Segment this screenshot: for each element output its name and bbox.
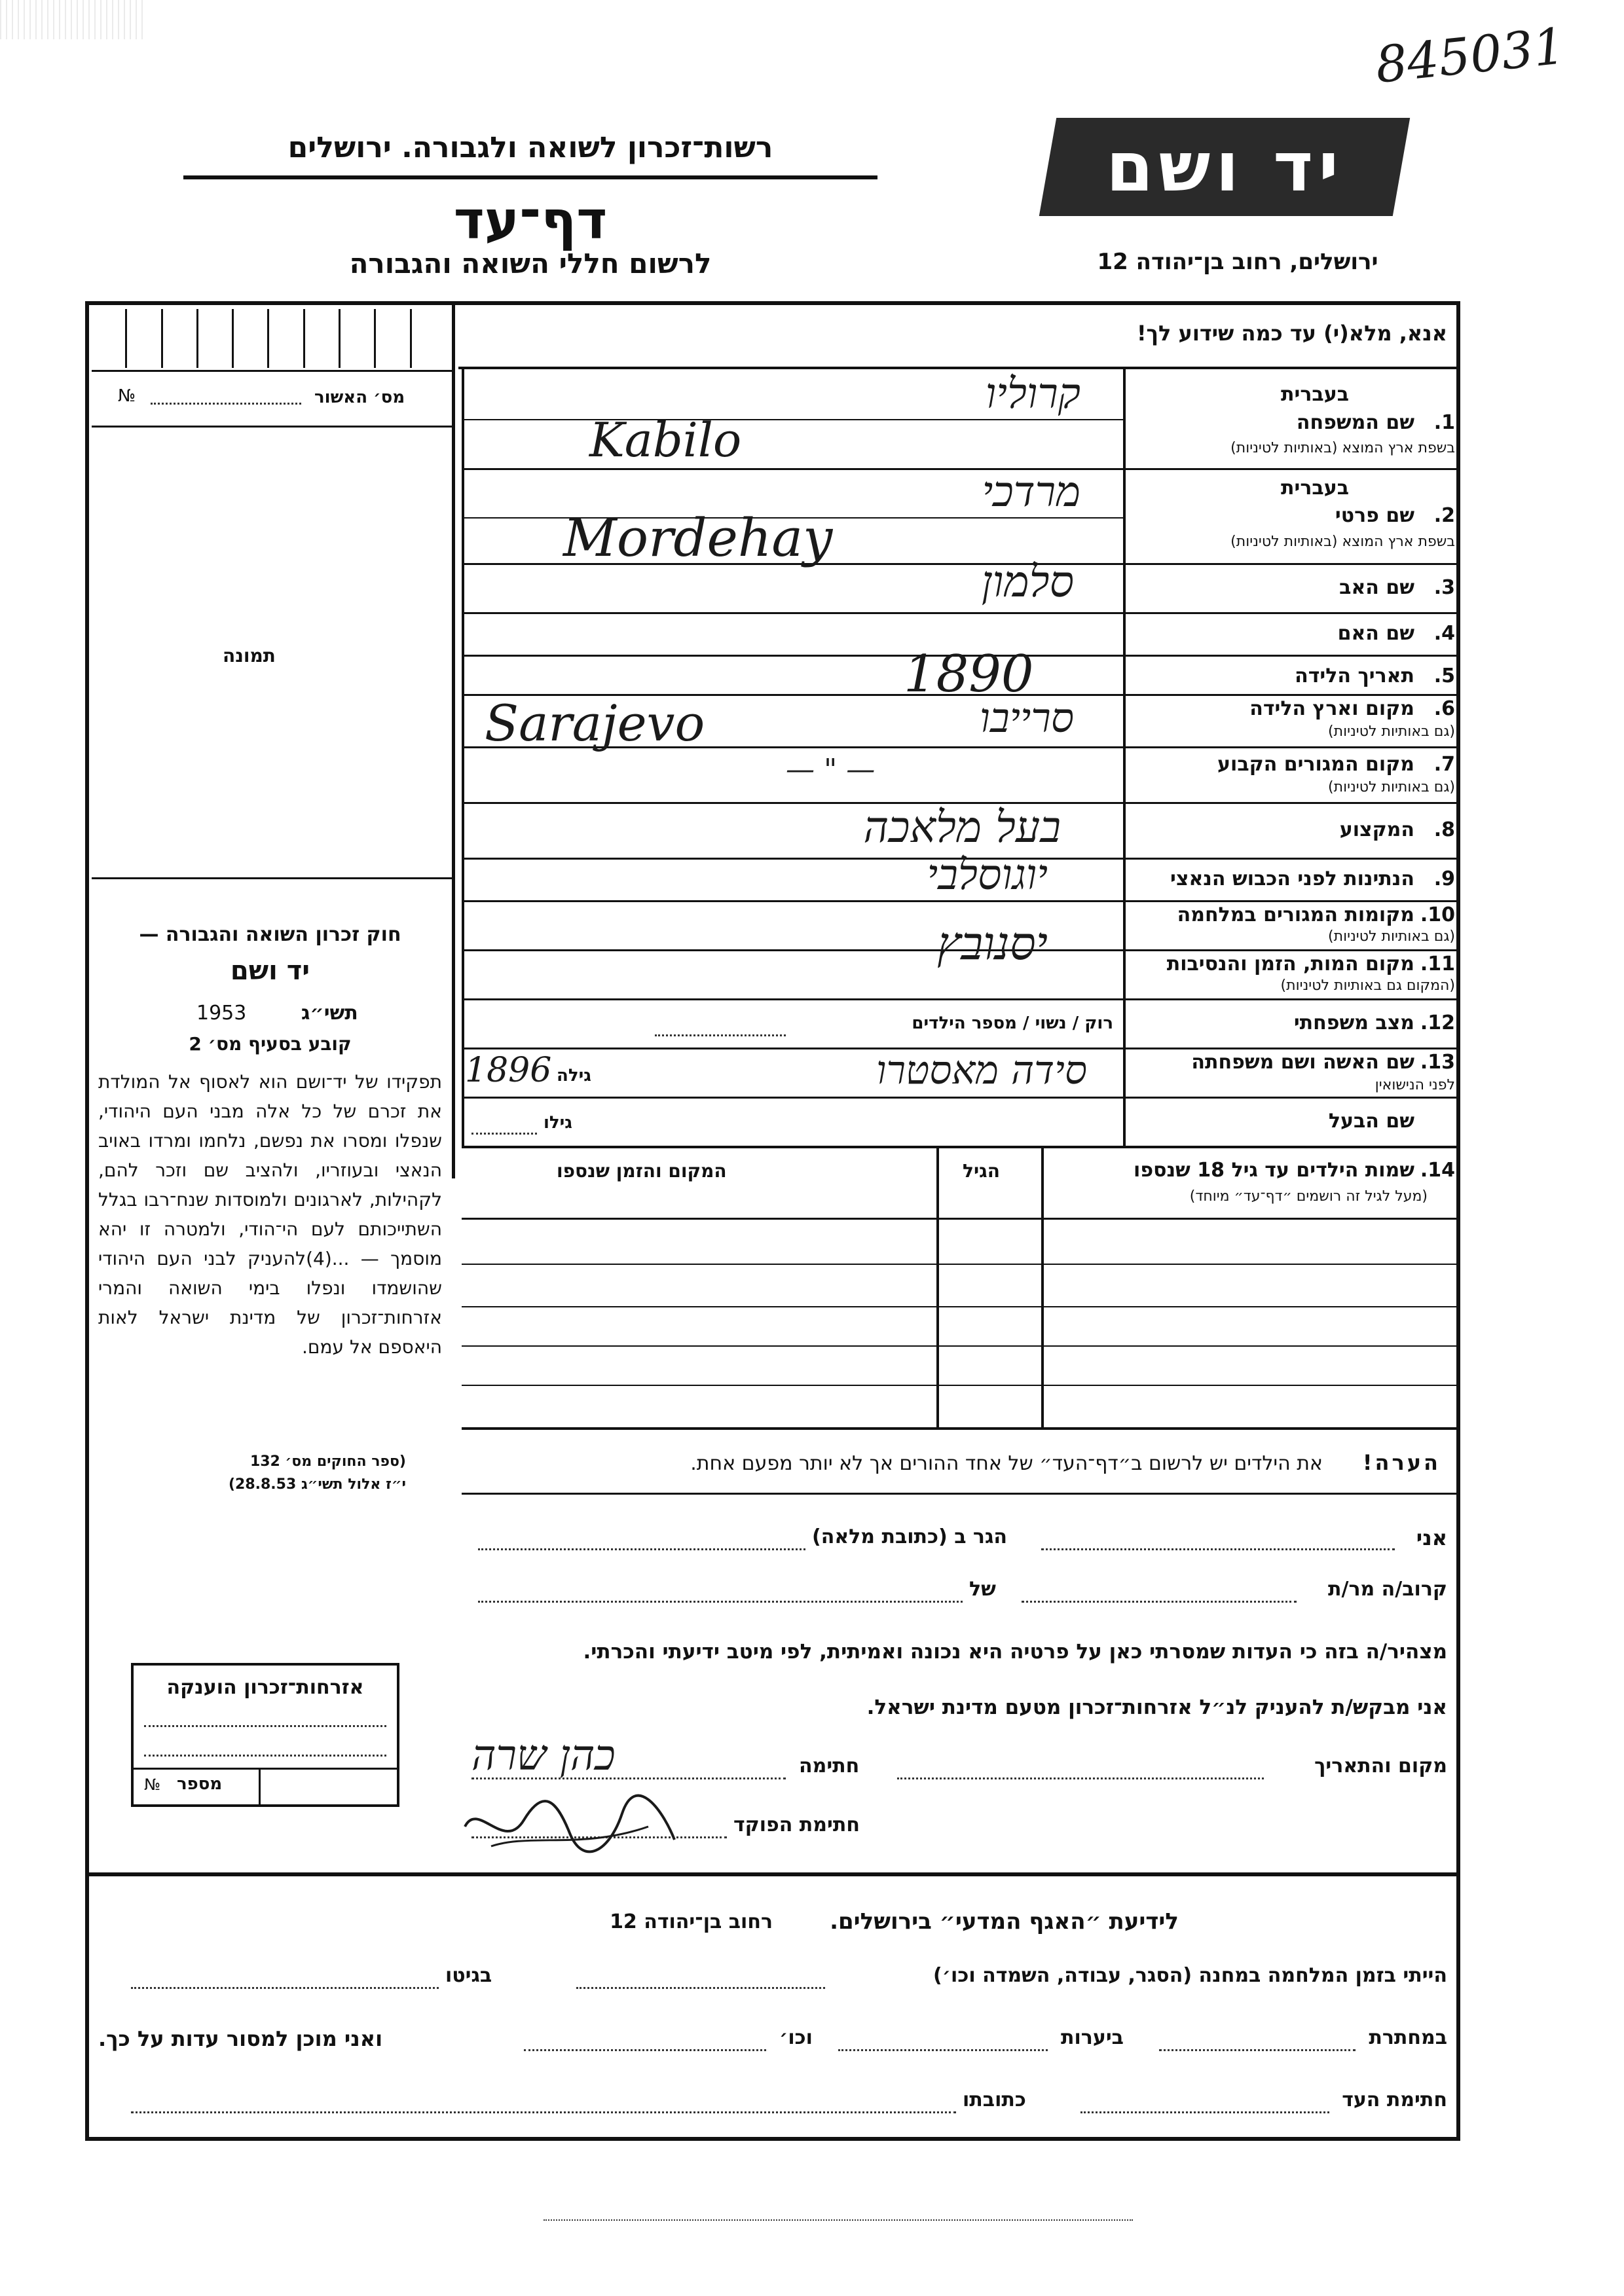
field-8-label: המקצוע: [1339, 818, 1414, 841]
cert-label: מס׳ האשור: [314, 388, 405, 407]
label-col-divider: [1123, 367, 1126, 1146]
field-1-value-lat: Kabilo: [589, 412, 742, 467]
children-label: שמות הילדים עד גיל 18 שנספו: [1134, 1159, 1414, 1182]
law-ref-date: י״ז אלול תשי״ג 28.8.53): [228, 1476, 406, 1493]
children-col-age: הגיל: [963, 1160, 1000, 1182]
ghetto-line: [131, 1987, 439, 1989]
decl-place-line: [897, 1777, 1264, 1779]
decl-resides: הגר ב (כתובת מלאה): [812, 1525, 1008, 1548]
decl-place-date: מקום והתאריך: [1314, 1755, 1447, 1777]
decl-request: אני מבקש/ת להעניק לנ״ל אזרחות־זכרון מטעם מדינת ישראל.: [866, 1696, 1447, 1719]
photo-box-bottom: [92, 877, 452, 879]
children-rule: [462, 1264, 1457, 1265]
decl-ani: אני: [1416, 1525, 1447, 1550]
note-label: הערה!: [1362, 1450, 1441, 1475]
bottom-etc: וכו׳: [779, 2026, 813, 2049]
field-3-label: שם האב: [1339, 576, 1414, 599]
form-title: דף־עד: [453, 190, 608, 251]
field-13-age-label: גילה: [557, 1066, 591, 1085]
field-11-label: מקום המות, הזמן והנסיבות: [1166, 953, 1414, 975]
field-13-age-value: 1896: [465, 1051, 552, 1090]
field-4-label: שם האם: [1337, 622, 1414, 645]
photo-label: תמונה: [223, 645, 276, 666]
field-5-label: תאריך הלידה: [1295, 665, 1414, 687]
field-8-value-heb: בעל מלאכה: [863, 802, 1061, 852]
note-text: את הילדים יש לרשום ב״דף־העד״ של אחד ההורים אך לא יותר מפעם אחת.: [690, 1452, 1323, 1475]
field-6-label: מקום וארץ הלידה: [1249, 697, 1414, 720]
children-num: 14.: [1420, 1159, 1455, 1182]
field-7-sub: (גם באותיות לטיניות): [1328, 779, 1455, 795]
field-11-value-heb: יסנובץ: [936, 917, 1048, 970]
field-7-label: מקום המגורים הקבוע: [1217, 753, 1414, 776]
field-12-label: מצב משפחתי: [1293, 1011, 1414, 1034]
decl-of: של: [969, 1578, 996, 1601]
field-11-num: 11.: [1420, 953, 1455, 975]
yad-vashem-logo: [1039, 118, 1410, 216]
field-13-label: שם האשה ושם משפחתה: [1191, 1051, 1414, 1074]
field-1-tag: בעברית: [1281, 383, 1349, 406]
decl-relative: קרוב/ה מר/ת: [1328, 1578, 1447, 1601]
citizenship-number: מספר: [177, 1774, 223, 1794]
field-1-num: 1.: [1433, 411, 1455, 434]
decl-signature-line: [471, 1777, 786, 1779]
field-7-value: — " —: [786, 753, 876, 786]
archive-number: 845031: [1373, 16, 1568, 94]
citizenship-no: №: [144, 1776, 160, 1794]
children-rule: [462, 1306, 1457, 1307]
decl-statement: מצהיר/ה בזה כי העדות שמסרתי כאן על פרטיה היא נכונה ואמיתית, לפי מיטב ידיעתי והכרתי.: [583, 1640, 1447, 1664]
photo-box-top: [92, 426, 452, 428]
citizenship-title: אזרחות־זכרון הוענקה: [166, 1676, 364, 1699]
field-8-num: 8.: [1433, 818, 1455, 841]
children-col-place: המקום והזמן שנספו: [557, 1160, 727, 1182]
field-10-sub: (גם באותיות לטיניות): [1328, 928, 1455, 945]
field-2-tag: בעברית: [1281, 477, 1349, 500]
bottom-address-label: כתובתו: [963, 2088, 1026, 2111]
field-12-options: רוק / נשוי / מספר הילדים: [912, 1013, 1113, 1033]
children-count-line: [655, 1034, 786, 1036]
law-year: 1953: [196, 1002, 247, 1025]
field-6-value-heb: סרייבו: [980, 694, 1074, 742]
tick-boxes: [92, 309, 445, 368]
citizenship-line-1: [144, 1725, 386, 1727]
form-subtitle: לרשום חללי השואה והגבורה: [349, 247, 712, 280]
bottom-partisans: ביערות: [1061, 2026, 1124, 2049]
cert-no-line: [151, 403, 301, 405]
decl-relative-line: [1022, 1601, 1297, 1603]
field-1-label: שם המשפחה: [1296, 411, 1414, 434]
row-rule: [462, 612, 1457, 614]
bottom-title: לידיעת ״האגף המדעי״ בירושלים.: [830, 1908, 1179, 1935]
row-rule: [462, 1097, 1457, 1099]
decl-name-line: [1041, 1548, 1395, 1550]
page-footer-dots: [544, 2219, 1133, 2221]
citizenship-line-2: [144, 1755, 386, 1757]
law-text: תפקידו של יד־ושם הוא לאסוף אל המולדת את זכרם של כל אלה מבני העם היהודי, שנפלו ומסרו את נפשם, נלחמו ומרדו באויב הנאצי ובעוזריו, ולהציב שם וזכר להם, לקהילות, לארגונים ולמוסדות שנח־רבו בגלל השתייכותם לעם הי־הודי, ולמטרה זו יהא מוסמך — ...(4)להעניק לבני העם היהודי שהושמדו ונפלו בימי השואה והמרי אזרחות־זכרון של מדינת ישראל לאות היאספם אל עמם.: [98, 1071, 442, 1358]
decl-signature-label: חתימה: [799, 1755, 860, 1777]
law-title: חוק זכרון השואה והגבורה —: [139, 923, 401, 946]
authority-name: רשות־זכרון לשואה ולגבורה. ירושלים: [287, 131, 773, 164]
law-ref: (ספר החוקים מס׳ 132: [249, 1453, 406, 1470]
husband-label: שם הבעל: [1328, 1110, 1414, 1133]
husband-age-line: [471, 1133, 537, 1135]
witness-sig-line: [1080, 2111, 1329, 2113]
row-rule: [462, 468, 1457, 470]
field-12-num: 12.: [1420, 1011, 1455, 1034]
war-line: [1159, 2049, 1356, 2051]
field-4-num: 4.: [1433, 622, 1455, 645]
field-3-value-heb: סלמון: [981, 556, 1074, 607]
row-rule: [462, 900, 1457, 902]
citizenship-vrule: [259, 1769, 261, 1805]
children-rule: [462, 1385, 1457, 1386]
field-13-value-heb: סידה מאסטרו: [876, 1048, 1087, 1093]
law-year-heb: תשי״ג: [301, 1002, 358, 1025]
note-rule: [462, 1493, 1457, 1495]
bottom-rule: [88, 1872, 1457, 1876]
row-rule: [462, 419, 1123, 420]
field-1-value-heb: קרוליו: [985, 370, 1080, 418]
children-sub: (מעל לגיל זה רושמים ״דף־עד״ מיוחד): [1189, 1188, 1428, 1205]
field-6-num: 6.: [1433, 697, 1455, 720]
bottom-ready: ואני מוכן למסור עדות על כך.: [98, 2026, 383, 2051]
law-section: קובע בסעיף מס׳ 2: [189, 1033, 352, 1055]
camp-line: [576, 1987, 825, 1989]
law-name: יד ושם: [230, 956, 310, 986]
authority-underline: [183, 175, 877, 179]
field-6-sub: (גם באותיות לטיניות): [1328, 723, 1455, 740]
etc-line: [524, 2049, 766, 2051]
address-line: [131, 2111, 956, 2113]
children-rule: [462, 1345, 1457, 1347]
field-5-num: 5.: [1433, 665, 1455, 687]
citizenship-rule: [132, 1768, 398, 1770]
decl-signature-value: כהן שרה: [471, 1732, 616, 1780]
bottom-ghetto: בגיטו: [445, 1964, 492, 1987]
husband-age-label: גילו: [544, 1113, 572, 1133]
field-5-value: 1890: [904, 645, 1034, 704]
bottom-address: רחוב בן־יהודה 12: [610, 1910, 773, 1933]
field-7-num: 7.: [1433, 753, 1455, 776]
children-rule: [462, 1218, 1457, 1220]
partisans-line: [838, 2049, 1048, 2051]
field-9-num: 9.: [1433, 867, 1455, 890]
bottom-war: במחתרת: [1369, 2026, 1447, 2049]
field-9-label: הנתינות לפני הכבוש הנאצי: [1170, 867, 1414, 890]
field-2-value-heb: מרדכי: [982, 468, 1080, 517]
field-10-label: מקומות המגורים במלחמה: [1177, 903, 1414, 926]
field-10-num: 10.: [1420, 903, 1455, 926]
decl-clerk-label: חתימת הפוקד: [733, 1813, 860, 1836]
field-3-num: 3.: [1433, 576, 1455, 599]
clerk-signature: [452, 1787, 688, 1859]
bottom-witness-sig: חתימת העד: [1342, 2088, 1447, 2111]
field-2-sub: בשפת ארץ המוצא (באותיות לטיניות): [1230, 534, 1455, 550]
bottom-line1: הייתי בזמן המלחמה במחנה (הסגר, עבודה, השמדה וכו׳): [933, 1964, 1447, 1987]
field-9-value-heb: יוגוסלבי: [927, 851, 1048, 900]
header-address: ירושלים, רחוב בן־יהודה 12: [1097, 249, 1378, 275]
row-rule: [462, 998, 1457, 1000]
left-col-divider: [452, 304, 455, 1178]
logo-text: יד ושם: [1105, 127, 1344, 207]
tick-boxes-bottom: [92, 370, 452, 372]
cert-no-label: №: [118, 386, 136, 406]
field-2-label: שם פרטי: [1335, 504, 1414, 527]
answer-col-left: [462, 367, 464, 1146]
field-13-sub: לפני הנישואין: [1375, 1077, 1455, 1093]
field-2-num: 2.: [1433, 504, 1455, 527]
field-2-value-lat: Mordehay: [563, 507, 833, 568]
decl-address-line: [478, 1548, 805, 1550]
form-top-rule: [458, 367, 1457, 369]
decl-of-line: [478, 1601, 963, 1603]
field-6-value-lat: Sarajevo: [485, 694, 705, 752]
scan-speckle: [0, 0, 144, 39]
field-13-num: 13.: [1420, 1051, 1455, 1074]
instruction: אנא, מלא(י) עד כמה שידוע לך!: [1136, 321, 1447, 346]
field-1-sub: בשפת ארץ המוצא (באותיות לטיניות): [1230, 440, 1455, 456]
field-11-sub: (המקום גם באותיות לטיניות): [1280, 977, 1455, 994]
